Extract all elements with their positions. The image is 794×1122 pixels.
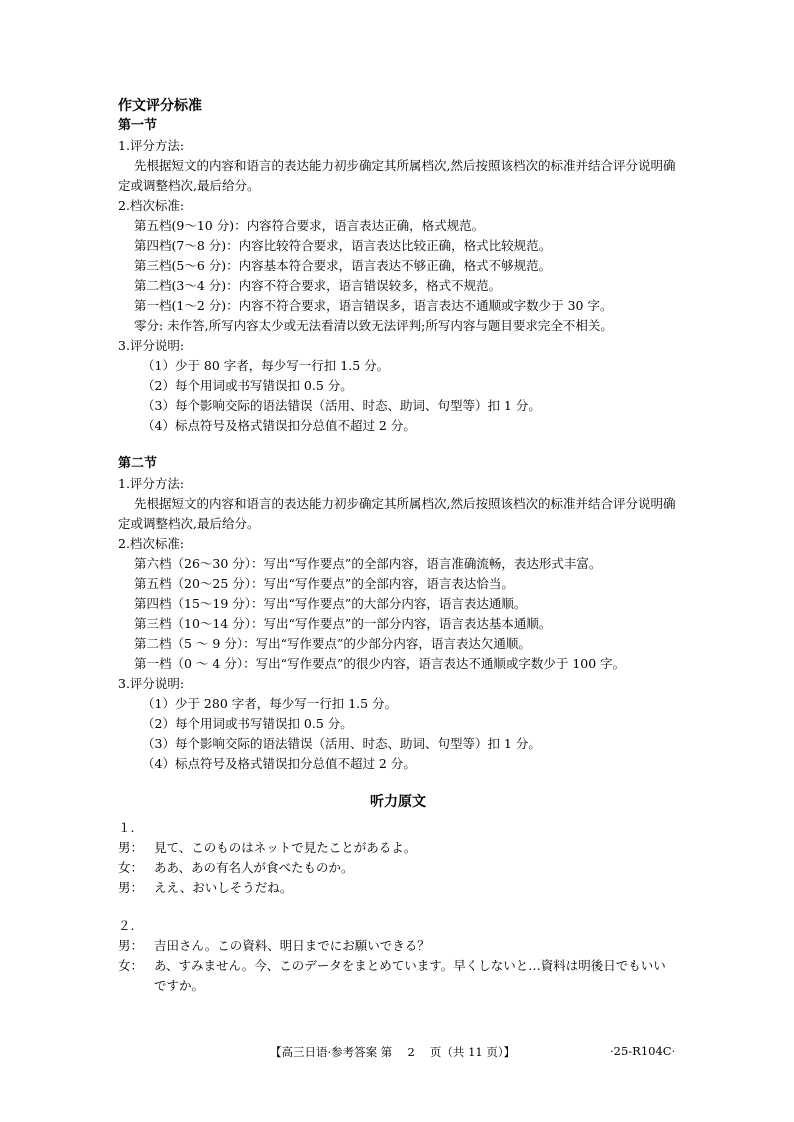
- page-title: 作文评分标准: [118, 98, 202, 114]
- utterance: あ、すみません。今、このデータをまとめています。早くしないと…資料は明後日でもいいですか。: [154, 958, 666, 993]
- section1-note: （1）少于 80 字者，每少写一行扣 1.5 分。: [142, 358, 390, 373]
- section1-grade: 第一档(1～2 分)：内容不符合要求，语言错误多，语言表达不通顺或字数少于 30 字。: [134, 298, 613, 313]
- section2-grade: 第五档（20～25 分）：写出“写作要点”的全部内容，语言表达恰当。: [134, 576, 514, 591]
- speaker-label: 女：: [118, 860, 144, 875]
- section2-note: （3）每个影响交际的语法错误（活用、时态、助词、句型等）扣 1 分。: [142, 736, 541, 751]
- section2-note: （1）少于 280 字者，每少写一行扣 1.5 分。: [142, 696, 398, 711]
- section1-note: （4）标点符号及格式错误扣分总值不超过 2 分。: [142, 418, 416, 433]
- page-footer: [270, 1044, 690, 1060]
- dialogue-line: [118, 838, 678, 858]
- section2-note: （4）标点符号及格式错误扣分总值不超过 2 分。: [142, 756, 416, 771]
- dialogue-line: [118, 858, 678, 878]
- section1-heading: 第一节: [118, 118, 158, 133]
- section1-grade: 第五档(9～10 分)：内容符合要求，语言表达正确，格式规范。: [134, 218, 485, 233]
- section2-grade: 第一档（0 ～ 4 分）：写出“写作要点”的很少内容，语言表达不通顺或字数少于 100 字。: [134, 656, 626, 671]
- footer-page-info: 【高三日语·参考答案 第 2 页（共 11 页）】: [270, 1045, 516, 1059]
- section2-method-text: 先根据短文的内容和语言的表达能力初步确定其所属档次,然后按照该档次的标准并结合评分说明确定或调整档次,最后给分。: [118, 496, 676, 531]
- footer-code: ·25-R104C·: [610, 1044, 676, 1058]
- dialogue-line: [118, 878, 678, 898]
- speaker-label: 男：: [118, 880, 144, 895]
- utterance: ええ、おいしそうだね。: [154, 880, 293, 895]
- section1-notes-label: 3.评分说明:: [118, 338, 185, 353]
- section2-grade: 第二档（5 ～ 9 分）：写出“写作要点”的少部分内容，语言表达欠通顺。: [134, 636, 531, 651]
- section2-grades-label: 2.档次标准:: [118, 536, 185, 551]
- section1-method-label: 1.评分方法:: [118, 138, 185, 153]
- section1-grade: 第三档(5～6 分)：内容基本符合要求，语言表达不够正确，格式不够规范。: [134, 258, 552, 273]
- dialogue-1: [118, 818, 678, 898]
- utterance: ああ、あの有名人が食べたものか。: [154, 860, 354, 875]
- section1-note: （2）每个用词或书写错误扣 0.5 分。: [142, 378, 353, 393]
- section2-note: （2）每个用词或书写错误扣 0.5 分。: [142, 716, 353, 731]
- utterance: 吉田さん。この資料、明日までにお願いできる？: [154, 938, 430, 953]
- dialogue-number: ２.: [118, 918, 135, 933]
- section1-method-text: 先根据短文的内容和语言的表达能力初步确定其所属档次,然后按照该档次的标准并结合评分说明确定或调整档次,最后给分。: [118, 158, 676, 193]
- section2-method-label: 1.评分方法:: [118, 476, 185, 491]
- section1-grade-zero: 零分: 未作答,所写内容太少或无法看清以致无法评判;所写内容与题目要求完全不相关。: [134, 318, 613, 333]
- section1-note: （3）每个影响交际的语法错误（活用、时态、助词、句型等）扣 1 分。: [142, 398, 541, 413]
- speaker-label: 男：: [118, 840, 144, 855]
- speaker-label: 男：: [118, 938, 144, 953]
- dialogue-line: [118, 956, 678, 996]
- section1-grade: 第二档(3～4 分)：内容不符合要求，语言错误较多，格式不规范。: [134, 278, 502, 293]
- listening-title: 听力原文: [370, 794, 426, 810]
- section2-grade: 第四档（15～19 分）：写出“写作要点”的大部分内容，语言表达通顺。: [134, 596, 527, 611]
- section2-notes-label: 3.评分说明:: [118, 676, 185, 691]
- section1-grades-label: 2.档次标准:: [118, 198, 185, 213]
- document-page: [118, 96, 678, 996]
- section1-grade: 第四档(7～8 分)：内容比较符合要求，语言表达比较正确，格式比较规范。: [134, 238, 552, 253]
- section2-heading: 第二节: [118, 456, 158, 471]
- section2-grade: 第六档（26～30 分）：写出“写作要点”的全部内容，语言准确流畅，表达形式丰富。: [134, 556, 602, 571]
- dialogue-2: [118, 916, 678, 996]
- dialogue-line: [118, 936, 678, 956]
- section2-grade: 第三档（10～14 分）：写出“写作要点”的一部分内容，语言表达基本通顺。: [134, 616, 552, 631]
- utterance: 見て、このものはネットで見たことがあるよ。: [154, 840, 417, 855]
- speaker-label: 女：: [118, 958, 144, 973]
- dialogue-number: １.: [118, 820, 135, 835]
